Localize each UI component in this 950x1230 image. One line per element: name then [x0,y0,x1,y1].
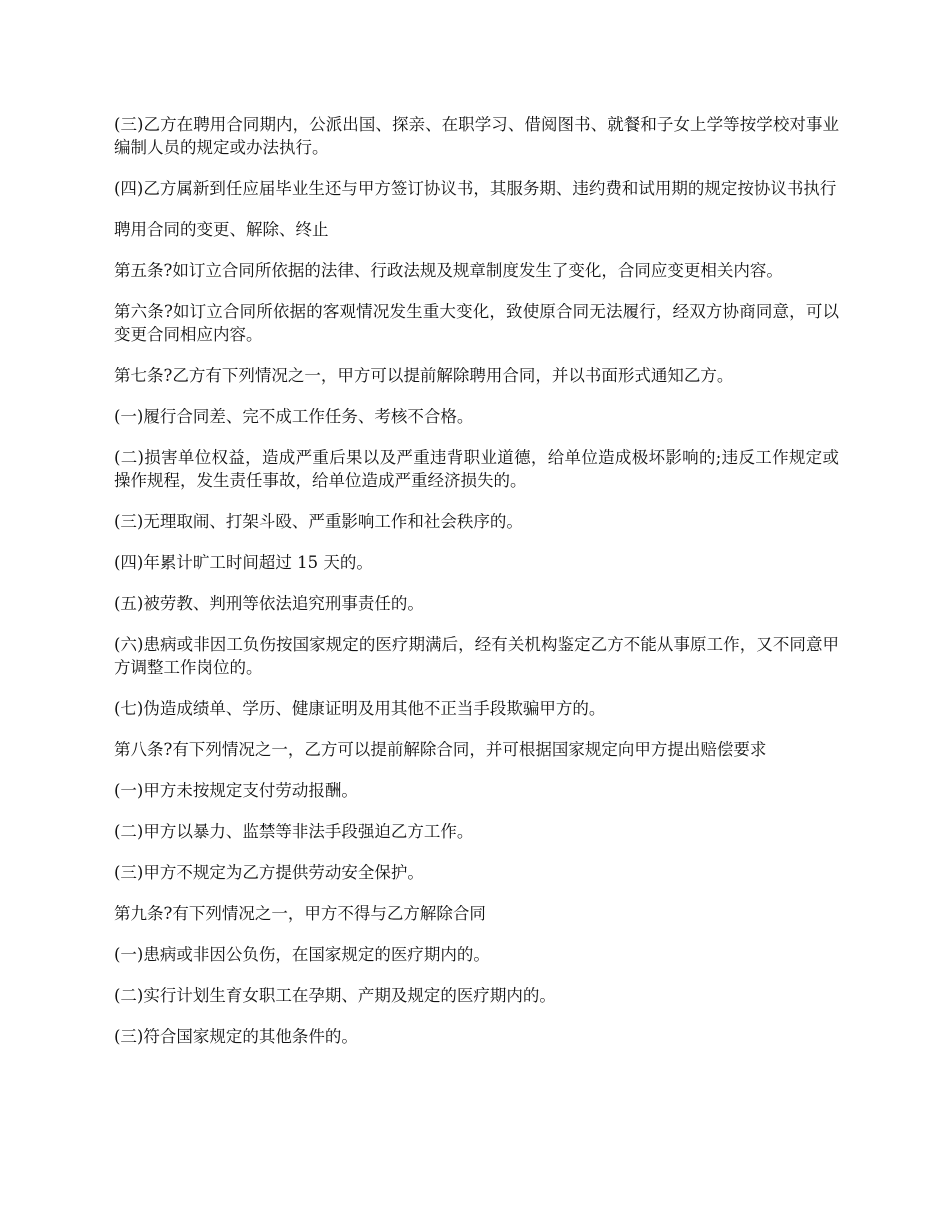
paragraph-clause-4-graduates: (四)乙方属新到任应届毕业生还与甲方签订协议书，其服务期、违约费和试用期的规定按协议书执行 [114,179,837,198]
list-item-article-8-2: (二)甲方以暴力、监禁等非法手段强迫乙方工作。 [114,822,474,841]
section-heading-change-termination: 聘用合同的变更、解除、终止 [114,220,329,239]
list-item-article-8-3: (三)甲方不规定为乙方提供劳动安全保护。 [114,863,424,882]
list-item-article-9-3: (三)符合国家规定的其他条件的。 [114,1027,358,1046]
paragraph-clause-3-benefits: (三)乙方在聘用合同期内，公派出国、探亲、在职学习、借阅图书、就餐和子女上学等按学校对事业编制人员的规定或办法执行。 [114,115,839,157]
paragraph-article-7: 第七条?乙方有下列情况之一，甲方可以提前解除聘用合同，并以书面形式通知乙方。 [114,366,734,385]
paragraph-article-5: 第五条?如订立合同所依据的法律、行政法规及规章制度发生了变化，合同应变更相关内容。 [114,261,783,280]
paragraph-article-9: 第九条?有下列情况之一，甲方不得与乙方解除合同 [114,904,486,923]
list-item-article-7-7: (七)伪造成绩单、学历、健康证明及用其他不正当手段欺骗甲方的。 [114,699,606,718]
list-item-article-7-1: (一)履行合同差、完不成工作任务、考核不合格。 [114,407,474,426]
paragraph-article-8: 第八条?有下列情况之一，乙方可以提前解除合同，并可根据国家规定向甲方提出赔偿要求 [114,740,767,759]
list-item-article-7-5: (五)被劳教、判刑等依法追究刑事责任的。 [114,594,424,613]
paragraph-article-6: 第六条?如订立合同所依据的客观情况发生重大变化，致使原合同无法履行，经双方协商同意，可以变更合同相应内容。 [114,302,839,344]
list-item-article-9-1: (一)患病或非因公负伤，在国家规定的医疗期内的。 [114,945,490,964]
document-body [114,113,839,1066]
list-item-article-7-3: (三)无理取闹、打架斗殴、严重影响工作和社会秩序的。 [114,512,523,531]
list-item-article-8-1: (一)甲方未按规定支付劳动报酬。 [114,781,358,800]
list-item-article-7-4: (四)年累计旷工时间超过 15 天的。 [114,553,373,572]
list-item-article-9-2: (二)实行计划生育女职工在孕期、产期及规定的医疗期内的。 [114,986,556,1005]
list-item-article-7-6: (六)患病或非因工负伤按国家规定的医疗期满后，经有关机构鉴定乙方不能从事原工作，又不同意甲方调整工作岗位的。 [114,635,839,677]
list-item-article-7-2: (二)损害单位权益，造成严重后果以及严重违背职业道德，给单位造成极坏影响的;违反工作规定或操作规程，发生责任事故，给单位造成严重经济损失的。 [114,448,839,490]
